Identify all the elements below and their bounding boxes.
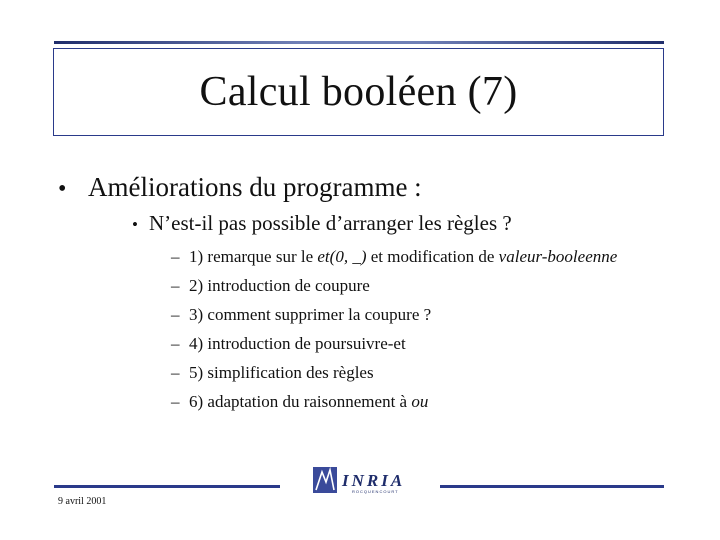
title-box	[53, 48, 664, 136]
list-item-text: 4) introduction de poursuivre-et	[189, 334, 406, 353]
list-item	[171, 362, 631, 384]
text-italic: valeur-booleenne	[498, 247, 618, 266]
text-segment: 1) remarque sur le	[189, 247, 318, 266]
footer-rule-left	[54, 485, 280, 488]
bullet-level2-text: N’est-il pas possible d’arranger les règles ?	[149, 211, 512, 235]
dash-icon: –	[171, 392, 180, 411]
list-item-text: 3) comment supprimer la coupure ?	[189, 305, 432, 324]
list-item	[171, 275, 631, 297]
dash-icon: –	[171, 363, 180, 382]
bullet-level2	[132, 211, 512, 236]
bullet-icon: •	[132, 215, 138, 234]
footer-rule-right	[440, 485, 664, 488]
list-item-text: 2) introduction de coupure	[189, 276, 370, 295]
list-item	[171, 304, 631, 326]
dash-icon: –	[171, 334, 180, 353]
dash-icon: –	[171, 247, 180, 266]
list-item	[171, 246, 631, 268]
footer-date: 9 avril 2001	[58, 496, 107, 507]
logo-subtext: ROCQUENCOURT	[352, 489, 399, 494]
top-rule	[54, 41, 664, 44]
sub-list	[171, 246, 631, 420]
list-item-text	[189, 391, 631, 413]
inria-logo	[312, 466, 420, 494]
bullet-level1	[58, 172, 422, 203]
list-item-text	[189, 246, 631, 268]
text-segment: 6) adaptation du raisonnement à	[189, 392, 412, 411]
text-italic: et(0, _)	[317, 247, 367, 266]
dash-icon: –	[171, 276, 180, 295]
logo-text: INRIA	[342, 471, 406, 490]
list-item	[171, 333, 631, 355]
text-italic: ou	[411, 392, 429, 411]
bullet-icon: •	[58, 176, 67, 202]
dash-icon: –	[171, 305, 180, 324]
slide-title: Calcul booléen (7)	[199, 69, 518, 115]
bullet-level1-text: Améliorations du programme :	[88, 172, 422, 202]
list-item	[171, 391, 631, 413]
text-segment: et modification de	[366, 247, 499, 266]
list-item-text: 5) simplification des règles	[189, 363, 374, 382]
